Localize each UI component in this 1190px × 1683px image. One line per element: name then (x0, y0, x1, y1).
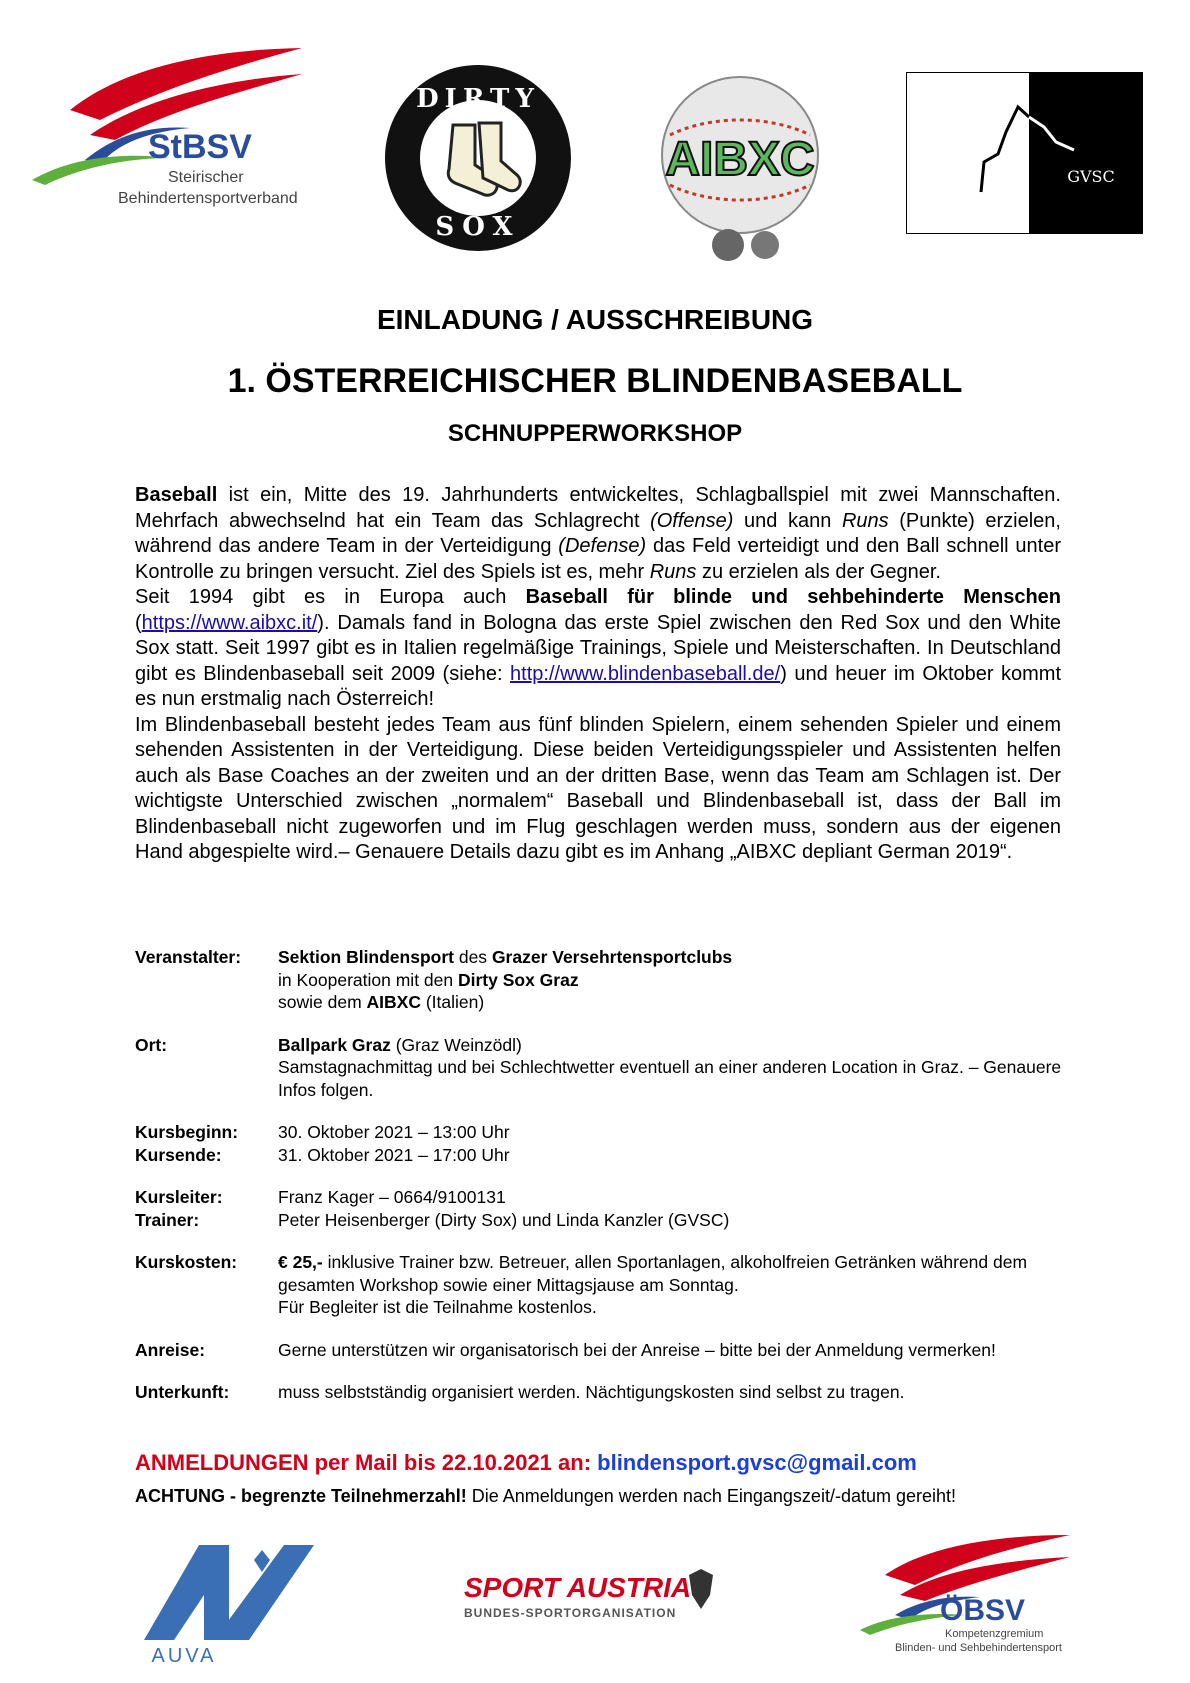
detail-ort: Ort: Ballpark Graz (Graz Weinzödl) Samstagnachmittag und bei Schlechtwetter eventuell an einer anderen Location in Graz. – Genauere Infos folgen. (135, 1034, 1062, 1100)
registration-line: ANMELDUNGEN per Mail bis 22.10.2021 an: blindensport.gvsc@gmail.com (135, 1450, 917, 1475)
header-logos (0, 0, 1190, 270)
detail-anreise: Anreise: Gerne unterstützen wir organisatorisch bei der Anreise – bitte bei der Anmeldung vermerken! (135, 1339, 996, 1360)
obsv-name: ÖBSV (940, 1594, 1026, 1627)
event-details (135, 946, 1065, 1424)
detail-unterkunft: Unterkunft: muss selbstständig organisiert werden. Nächtigungskosten sind selbst zu tragen. (135, 1382, 905, 1402)
detail-veranstalter: Veranstalter: Sektion Blindensport des Grazer Versehrtensportclubs in Kooperation mit den Dirty Sox Graz sowie dem AIBXC (Italien) (135, 947, 733, 1012)
registration-email[interactable]: blindensport.gvsc@gmail.com (597, 1450, 917, 1475)
stbsv-line1: Steirischer (168, 169, 244, 186)
intro-paragraph-1: Baseball ist ein, Mitte des 19. Jahrhunderts entwickeltes, Schlagballspiel mit zwei Mannschaften. Mehrfach abwechselnd hat ein Team das Schlagrecht (Offense) und kann Runs (Punkte) erzielen, während das andere Team in der Verteidigung (Defense) das Feld verteidigt und den Ball schnell unter Kontrolle zu bringen versucht. Ziel des Spiels ist es, mehr Runs zu erzielen als der Gegner. (135, 484, 1062, 583)
attention-line: ACHTUNG - begrenzte Teilnehmerzahl! Die Anmeldungen werden nach Eingangszeit/-datum gereiht! (135, 1486, 957, 1506)
intro-paragraph-2: Seit 1994 gibt es in Europa auch Baseball für blinde und sehbehinderte Menschen (https://www.aibxc.it/). Damals fand in Bologna das erste Spiel zwischen den Red Sox und den White Sox statt. Seit 1997 gibt es in Italien regelmäßige Trainings, Spiele und Meisterschaften. In Deutschland gibt es Blindenbaseball seit 2009 (siehe: http://www.blindenbaseball.de/) und heuer im Oktober kommt es nun erstmalig nach Österreich! (135, 586, 1062, 710)
detail-costs: Kurskosten: € 25,- inklusive Trainer bzw. Betreuer, allen Sportanlagen, alkoholfreien Getränken während dem gesamten Workshop sowie einer Mittagsjause am Sonntag. Für Begleiter ist die Teilnahme kostenlos. (135, 1252, 1028, 1317)
title-main: 1. ÖSTERREICHISCHER BLINDENBASEBALL (227, 362, 963, 400)
obsv-line2: Blinden- und Sehbehindertensport (895, 1642, 1062, 1654)
sport-austria-title: SPORT AUSTRIA (464, 1572, 692, 1603)
dirty-sox-logo (383, 63, 573, 253)
dirty-sox-bottom-text: SOX (435, 212, 521, 242)
auva-logo (144, 1540, 344, 1670)
intro-text (135, 483, 1061, 866)
aibxc-text: AIBXC (665, 133, 815, 186)
detail-staff: Kursleiter: Trainer: Franz Kager – 0664/9100131 Peter Heisenberger (Dirty Sox) und Linda Kanzler (GVSC) (135, 1187, 730, 1230)
gvsc-text: GVSC (1067, 167, 1115, 186)
footer-logos (0, 1525, 1190, 1683)
sport-austria-logo (464, 1565, 744, 1635)
aibxc-logo (650, 75, 840, 265)
title-workshop: SCHNUPPERWORKSHOP (447, 420, 743, 447)
stbsv-logo (30, 40, 310, 220)
gvsc-logo (906, 72, 1143, 234)
stbsv-name: StBSV (148, 128, 252, 166)
dirty-sox-top-text: DIRTY (416, 84, 540, 114)
aibxc-link[interactable]: https://www.aibxc.it/ (141, 611, 318, 634)
obsv-line1: Kompetenzgremium (945, 1628, 1044, 1640)
sport-austria-subtitle: BUNDES-SPORTORGANISATION (464, 1606, 677, 1620)
title-einladung: EINLADUNG / AUSSCHREIBUNG (376, 304, 814, 335)
intro-paragraph-3: Im Blindenbaseball besteht jedes Team aus fünf blinden Spielern, einem sehenden Spieler und einem sehenden Assistenten in der Verteidigung. Diese beiden Verteidigungsspieler und Assistenten helfen auch als Base Coaches an der zweiten und an der dritten Base, wenn das Team am Schlagen ist. Der wichtigste Unterschied zwischen „normalem“ Baseball und Blindenbaseball ist, dass der Ball im Blindenbaseball nicht zugeworfen und im Flug geschlagen werden muss, sondern aus der eigenen Hand abgespielte wird.– Genauere Details dazu gibt es im Anhang „AIBXC depliant German 2019“. (135, 713, 1061, 863)
stbsv-line2: Behindertensportverband (118, 190, 298, 207)
obsv-logo (855, 1535, 1075, 1665)
auva-text: AUVA (151, 1645, 217, 1667)
blindenbaseball-link[interactable]: http://www.blindenbaseball.de/ (510, 662, 781, 685)
detail-dates: Kursbeginn: Kursende: 30. Oktober 2021 – 13:00 Uhr 31. Oktober 2021 – 17:00 Uhr (135, 1122, 510, 1165)
